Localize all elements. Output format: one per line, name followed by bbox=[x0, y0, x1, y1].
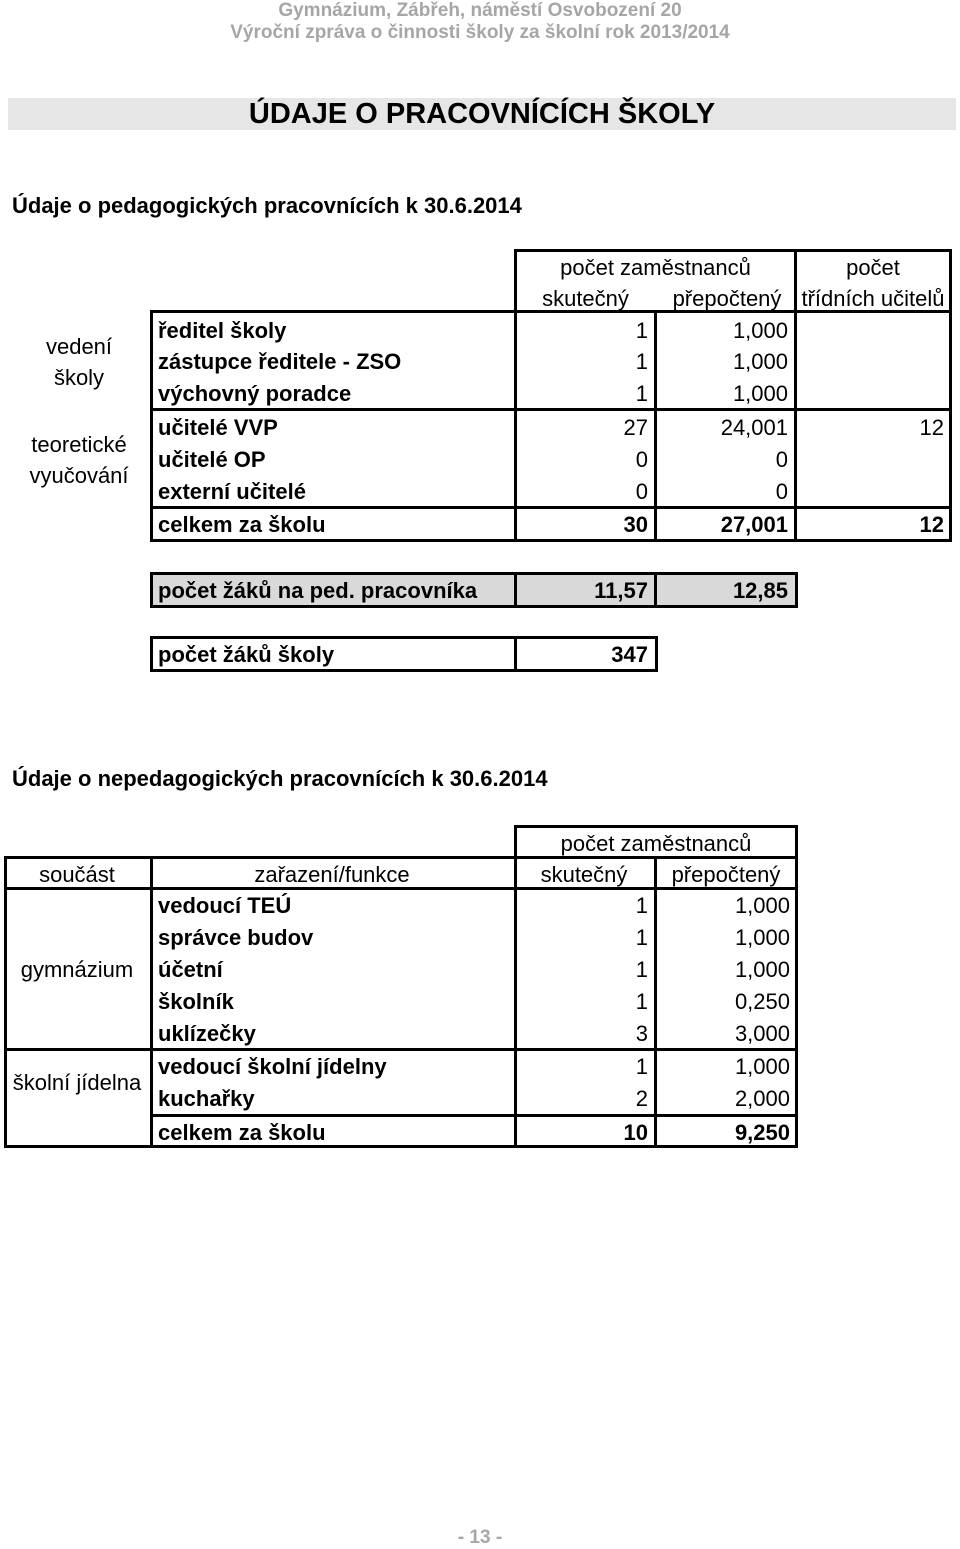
nonped-row-real: 1 bbox=[635, 989, 648, 1014]
nonped-row-real: 1 bbox=[635, 957, 648, 982]
nonped-row-recalc: 1,000 bbox=[734, 925, 790, 950]
nonped-section-heading: Údaje o nepedagogických pracovnících k 30.6.2014 bbox=[12, 766, 548, 791]
ped-row-label: zástupce ředitele - ZSO bbox=[158, 349, 402, 374]
nonped-divider-1 bbox=[150, 887, 153, 1148]
pupils-label: počet žáků školy bbox=[158, 642, 335, 667]
ped-col-real: skutečný bbox=[542, 286, 629, 311]
nonped-col-group: počet zaměstnanců bbox=[560, 831, 752, 856]
nonped-row-real: 1 bbox=[635, 925, 648, 950]
page-title: ÚDAJE O PRACOVNÍCÍCH ŠKOLY bbox=[8, 98, 956, 130]
ratio-recalc: 12,85 bbox=[732, 578, 788, 603]
nonped-group-separator bbox=[4, 1048, 798, 1051]
nonped-col-func: zařazení/funkce bbox=[254, 862, 410, 887]
nonped-group1: gymnázium bbox=[20, 957, 134, 982]
ped-row-real: 0 bbox=[635, 479, 648, 504]
ped-row-label: externí učitelé bbox=[158, 479, 306, 504]
header-school-name: Gymnázium, Zábřeh, náměstí Osvobození 20 bbox=[278, 0, 682, 21]
ped-row-class: 12 bbox=[919, 415, 944, 440]
ped-group1-line2: školy bbox=[53, 365, 105, 390]
nonped-row-recalc: 1,000 bbox=[734, 893, 790, 918]
ped-row-label: učitelé OP bbox=[158, 447, 266, 472]
nonped-group2: školní jídelna bbox=[12, 1070, 142, 1095]
ped-total-recalc: 27,001 bbox=[720, 512, 788, 537]
page-number: - 13 - bbox=[457, 1527, 503, 1548]
nonped-total-real: 10 bbox=[623, 1120, 648, 1145]
ped-group1-line1: vedení bbox=[45, 334, 113, 359]
ped-row-recalc: 1,000 bbox=[732, 349, 788, 374]
nonped-col-part: součást bbox=[39, 862, 115, 887]
ped-row-recalc: 1,000 bbox=[732, 318, 788, 343]
ped-row-real: 27 bbox=[623, 415, 648, 440]
ped-col-recalc: přepočtený bbox=[672, 286, 782, 311]
ped-row-recalc: 1,000 bbox=[732, 381, 788, 406]
nonped-row-label: kuchařky bbox=[158, 1086, 255, 1111]
nonped-row-recalc: 1,000 bbox=[734, 957, 790, 982]
nonped-row-real: 1 bbox=[635, 1054, 648, 1079]
ped-section-heading: Údaje o pedagogických pracovnících k 30.6.2014 bbox=[12, 193, 522, 218]
nonped-row-label: účetní bbox=[158, 957, 223, 982]
nonped-total-recalc: 9,250 bbox=[734, 1120, 790, 1145]
ped-group-separator bbox=[150, 408, 952, 411]
ped-row-real: 0 bbox=[635, 447, 648, 472]
ped-group2-line2: vyučování bbox=[29, 463, 129, 488]
nonped-total-separator bbox=[150, 1114, 798, 1117]
ratio-label: počet žáků na ped. pracovníka bbox=[158, 578, 478, 603]
pupils-value: 347 bbox=[611, 642, 648, 667]
ped-row-label: výchovný poradce bbox=[158, 381, 352, 406]
nonped-row-recalc: 0,250 bbox=[734, 989, 790, 1014]
nonped-row-label: správce budov bbox=[158, 925, 314, 950]
nonped-row-label: školník bbox=[158, 989, 234, 1014]
ratio-real: 11,57 bbox=[594, 578, 648, 603]
nonped-row-recalc: 1,000 bbox=[734, 1054, 790, 1079]
ped-total-separator bbox=[150, 506, 952, 509]
nonped-row-label: uklízečky bbox=[158, 1021, 256, 1046]
nonped-row-label: vedoucí TEÚ bbox=[158, 893, 292, 918]
ped-row-label: učitelé VVP bbox=[158, 415, 278, 440]
ped-row-recalc: 0 bbox=[775, 479, 788, 504]
ped-row-real: 1 bbox=[635, 349, 648, 374]
ped-row-label: ředitel školy bbox=[158, 318, 287, 343]
ped-row-recalc: 24,001 bbox=[720, 415, 788, 440]
ped-col-class-2: třídních učitelů bbox=[801, 286, 945, 311]
header-report-title: Výroční zpráva o činnosti školy za školní rok 2013/2014 bbox=[230, 22, 730, 43]
nonped-row-real: 2 bbox=[635, 1086, 648, 1111]
nonped-col-real: skutečný bbox=[540, 862, 628, 887]
ped-col-class-1: počet bbox=[846, 255, 900, 280]
ped-total-real: 30 bbox=[623, 512, 648, 537]
nonped-row-label: vedoucí školní jídelny bbox=[158, 1054, 387, 1079]
ped-total-class: 12 bbox=[919, 512, 944, 537]
nonped-row-recalc: 2,000 bbox=[734, 1086, 790, 1111]
ped-group2-line1: teoretické bbox=[31, 432, 127, 457]
nonped-row-real: 3 bbox=[635, 1021, 648, 1046]
ped-row-recalc: 0 bbox=[775, 447, 788, 472]
ped-row-real: 1 bbox=[635, 381, 648, 406]
nonped-total-label: celkem za školu bbox=[158, 1120, 326, 1145]
nonped-row-real: 1 bbox=[635, 893, 648, 918]
nonped-col-recalc: přepočtený bbox=[671, 862, 781, 887]
ped-total-label: celkem za školu bbox=[158, 512, 326, 537]
nonped-row-recalc: 3,000 bbox=[734, 1021, 790, 1046]
ped-row-real: 1 bbox=[635, 318, 648, 343]
ped-col-group: počet zaměstnanců bbox=[560, 255, 751, 280]
